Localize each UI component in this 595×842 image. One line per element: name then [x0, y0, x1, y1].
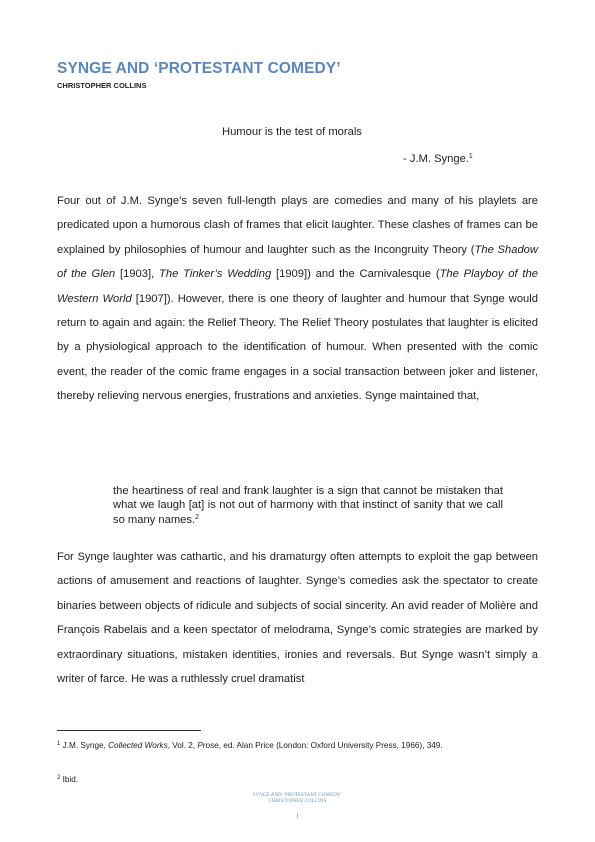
footnote-1 — [57, 737, 477, 754]
play-title-shadow-of-the-glen: The Shadow of the Glen — [57, 243, 538, 281]
footnote-text: , Vol. 2, — [167, 741, 198, 750]
article-author: CHRISTOPHER COLLINS — [57, 81, 147, 90]
footnote-volume-title: Prose — [197, 741, 219, 750]
block-quote-text: the heartiness of real and frank laughter is a sign that cannot be mistaken that what we laugh [at] is not out of harmony with that instinct of sanity that we call so many names. — [113, 485, 503, 526]
article-title: SYNGE AND ‘PROTESTANT COMEDY’ — [57, 60, 341, 77]
paragraph-text: [1909]) and the Carnivalesque ( — [271, 268, 440, 281]
footnote-text: J.M. Synge, — [62, 741, 109, 750]
footnote-2 — [57, 771, 477, 788]
epigraph-attribution-text: - J.M. Synge. — [403, 153, 469, 165]
running-footer-title: SYNGE AND ‘PROTESTANT COMEDY’ — [252, 793, 343, 798]
footnote-1-number: 1 — [57, 741, 61, 747]
footnote-ref-1[interactable]: 1 — [468, 153, 473, 160]
footnote-text: Ibid. — [62, 775, 79, 784]
footnote-2-number: 2 — [57, 775, 61, 781]
paragraph-text: [1907]). However, there is one theory of laughter and humour that Synge would return to again and again: the Relief Theory. The Relief Theory postulates that laughter is elicited by a physiological approach to the identification of humour. When presented with the comic event, the reader of the comic frame engages in a social transaction between joker and listener, thereby relieving nervous energies, frustrations and anxieties. Synge maintained that, — [57, 292, 538, 403]
body-paragraph-2: For Synge laughter was cathartic, and his dramaturgy often attempts to exploit the gap between actions of amusement and reactions of laughter. Synge’s comedies ask the spectator to create binaries between objects of ridicule and subjects of social sincerity. An avid reader of Molière and François Rabelais and a keen spectator of melodrama, Synge’s comic strategies are marked by extraordinary situations, mistaken identities, ironies and reversals. But Synge wasn’t simply a writer of farce. He was a ruthlessly cruel dramatist — [57, 551, 538, 686]
play-title-tinkers-wedding: The Tinker’s Wedding — [159, 268, 272, 281]
play-title-playboy: The Playboy of the Western World — [57, 268, 538, 305]
epigraph-attribution — [403, 153, 473, 165]
epigraph-quote: Humour is the test of morals — [222, 126, 362, 138]
footnote-ref-2[interactable]: 2 — [195, 513, 199, 521]
page-number: 1 — [295, 812, 300, 820]
footnote-work-title: Collected Works — [108, 741, 168, 750]
block-quote — [113, 484, 503, 527]
paragraph-text: Four out of J.M. Synge’s seven full-length plays are comedies and many of his playlets are predicated upon a humorous clash of frames that elicit laughter. These clashes of frames can be explained by philosophies of humour and laughter such as the Incongruity Theory ( — [57, 195, 538, 256]
body-paragraph-1 — [57, 189, 538, 409]
footnote-separator — [57, 730, 201, 731]
running-footer-author: CHRISTOPHER COLLINS — [268, 799, 327, 804]
footnote-text: , ed. Alan Price (London: Oxford University Press, 1966), 349. — [218, 741, 443, 750]
paragraph-text: [1903], — [115, 268, 160, 281]
